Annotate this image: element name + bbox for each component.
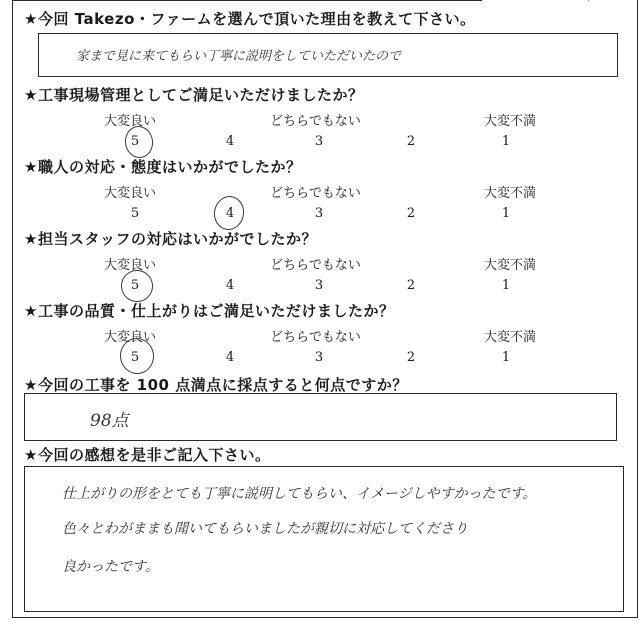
rating-option-3[interactable]: 3 — [314, 278, 324, 293]
score-answer-text: 98点 — [90, 411, 129, 431]
rating-option-5[interactable]: 5 — [130, 350, 140, 365]
rating-option-2[interactable]: 2 — [406, 278, 416, 293]
scale-worst-label: 大変不満 — [484, 114, 537, 129]
impression-line-1: 仕上がりの形をとても丁寧に説明してもらい、イメージしやすかったです。 — [62, 486, 537, 502]
impression-line-2: 色々とわがままも聞いてもらいましたが親切に対応してくださり — [62, 521, 468, 537]
question-staff: ★担当スタッフの対応はいかがでしたか？ — [24, 230, 317, 248]
impression-line-3: 良かったです。 — [62, 559, 159, 575]
rating-option-1[interactable]: 1 — [501, 206, 511, 221]
question-quality: ★工事の品質・仕上がりはご満足いただけましたか？ — [24, 302, 395, 320]
rating-option-4[interactable]: 4 — [225, 350, 235, 365]
scale-neutral-label: どちらでもない — [270, 330, 361, 345]
rating-option-2[interactable]: 2 — [406, 134, 416, 149]
scale-best-label: 大変良い — [104, 330, 157, 345]
rating-option-2[interactable]: 2 — [406, 350, 416, 365]
scale-best-label: 大変良い — [104, 186, 157, 201]
question-reason: ★今回 Takezo・ファームを選んで頂いた理由を教えて下さい。 — [24, 10, 476, 28]
scale-worst-label: 大変不満 — [484, 258, 537, 273]
rating-option-1[interactable]: 1 — [501, 350, 511, 365]
scale-neutral-label: どちらでもない — [270, 186, 361, 201]
rating-option-5[interactable]: 5 — [130, 134, 140, 149]
question-site-management: ★工事現場管理としてご満足いただけましたか？ — [24, 86, 364, 104]
scale-best-label: 大変良い — [104, 258, 157, 273]
reason-answer-text: 家まで見に来てもらい丁寧に説明をしていただいたので — [76, 49, 402, 64]
question-craftsmen: ★職人の対応・態度はいかがでしたか？ — [24, 158, 302, 176]
scale-neutral-label: どちらでもない — [270, 258, 361, 273]
scale-worst-label: 大変不満 — [484, 330, 537, 345]
rating-option-1[interactable]: 1 — [501, 134, 511, 149]
question-score: ★今回の工事を 100 点満点に採点すると何点ですか？ — [24, 376, 408, 394]
scale-best-label: 大変良い — [104, 114, 157, 129]
rating-option-2[interactable]: 2 — [406, 206, 416, 221]
rating-option-5[interactable]: 5 — [130, 278, 140, 293]
rating-option-4[interactable]: 4 — [225, 278, 235, 293]
scale-neutral-label: どちらでもない — [270, 114, 361, 129]
rating-option-5[interactable]: 5 — [130, 206, 140, 221]
rating-option-3[interactable]: 3 — [314, 350, 324, 365]
rating-option-4[interactable]: 4 — [225, 206, 235, 221]
rating-option-1[interactable]: 1 — [501, 278, 511, 293]
question-impression: ★今回の感想を是非ご記入下さい。 — [24, 446, 271, 464]
scale-worst-label: 大変不満 — [484, 186, 537, 201]
rating-option-3[interactable]: 3 — [314, 206, 324, 221]
rating-option-4[interactable]: 4 — [225, 134, 235, 149]
rating-option-3[interactable]: 3 — [314, 134, 324, 149]
